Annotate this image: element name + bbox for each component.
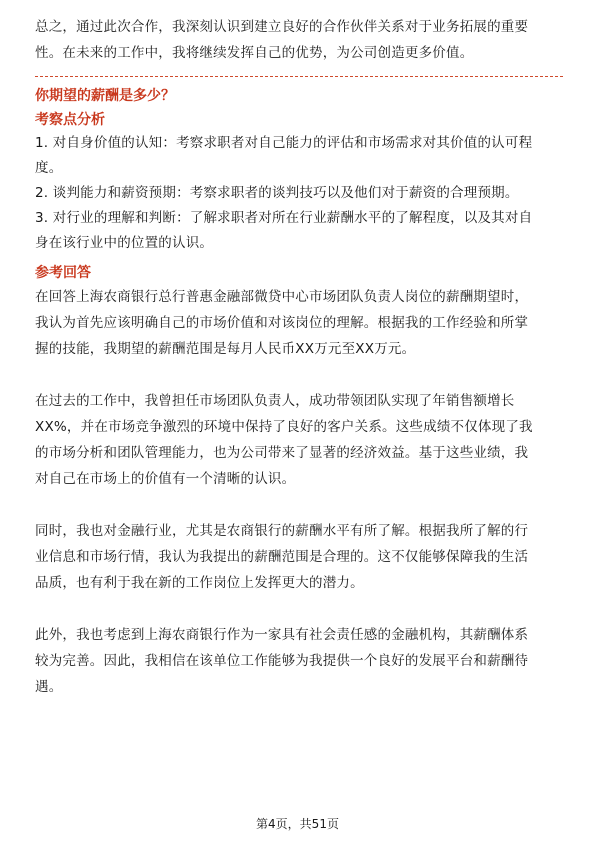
answer-p3-line-3: 品质，也有利于我在新的工作岗位上发挥更大的潜力。 (35, 575, 364, 591)
answer-p2-line-4: 对自己在市场上的价值有一个清晰的认识。 (35, 471, 296, 487)
analysis-item-2-line-1: 2. 谈判能力和薪资预期：考察求职者的谈判技巧以及他们对于薪资的合理预期。 (35, 185, 519, 201)
page-number-footer: 第4页，共51页 (256, 817, 339, 831)
answer-paragraph-2 (35, 388, 563, 492)
question-heading: 你期望的薪酬是多少？ (35, 76, 563, 107)
intro-line-1: 总之，通过此次合作，我深刻认识到建立良好的合作伙伴关系对于业务拓展的重要 (35, 19, 529, 35)
answer-p3-line-1: 同时，我也对金融行业，尤其是农商银行的薪酬水平有所了解。根据我所了解的行 (35, 523, 529, 539)
answer-p4-line-2: 较为完善。因此，我相信在该单位工作能够为我提供一个良好的发展平台和薪酬待 (35, 653, 529, 669)
analysis-item-1-line-1: 1. 对自身价值的认知：考察求职者对自己能力的评估和市场需求对其价值的认可程 (35, 135, 533, 151)
answer-p2-line-1: 在过去的工作中，我曾担任市场团队负责人，成功带领团队实现了年销售额增长 (35, 393, 515, 409)
answer-p2-line-2: XX%，并在市场竞争激烈的环境中保持了良好的客户关系。这些成绩不仅体现了我 (35, 419, 533, 435)
document-page (35, 14, 563, 700)
answer-p4-line-3: 遇。 (35, 679, 63, 695)
analysis-item-3 (35, 206, 563, 256)
answer-p1-line-3: 握的技能，我期望的薪酬范围是每月人民币XX万元至XX万元。 (35, 341, 416, 357)
answer-title: 参考回答 (35, 265, 91, 281)
answer-paragraph-4 (35, 622, 563, 700)
answer-p1-line-2: 我认为首先应该明确自己的市场价值和对该岗位的理解。根据我的工作经验和所掌 (35, 315, 529, 331)
intro-paragraph (35, 14, 563, 66)
analysis-item-2 (35, 181, 563, 206)
answer-p3-line-2: 业信息和市场行情，我认为我提出的薪酬范围是合理的。这不仅能够保障我的生活 (35, 549, 529, 565)
answer-paragraph-3 (35, 518, 563, 596)
answer-p2-line-3: 的市场分析和团队管理能力，也为公司带来了显著的经济效益。基于这些业绩，我 (35, 445, 529, 461)
analysis-item-3-line-1: 3. 对行业的理解和判断：了解求职者对所在行业薪酬水平的了解程度，以及其对自 (35, 210, 533, 226)
answer-p1-line-1: 在回答上海农商银行总行普惠金融部微贷中心市场团队负责人岗位的薪酬期望时， (35, 289, 529, 305)
analysis-item-1-line-2: 度。 (35, 160, 63, 176)
paragraph-spacer (35, 362, 563, 388)
analysis-title: 考察点分析 (35, 112, 105, 128)
answer-paragraph-1 (35, 284, 563, 362)
paragraph-spacer (35, 492, 563, 518)
paragraph-spacer (35, 596, 563, 622)
answer-p4-line-1: 此外，我也考虑到上海农商银行作为一家具有社会责任感的金融机构，其薪酬体系 (35, 627, 529, 643)
analysis-item-3-line-2: 身在该行业中的位置的认识。 (35, 235, 214, 251)
analysis-item-1 (35, 131, 563, 181)
intro-line-2: 性。在未来的工作中，我将继续发挥自己的优势，为公司创造更多价值。 (35, 45, 474, 61)
